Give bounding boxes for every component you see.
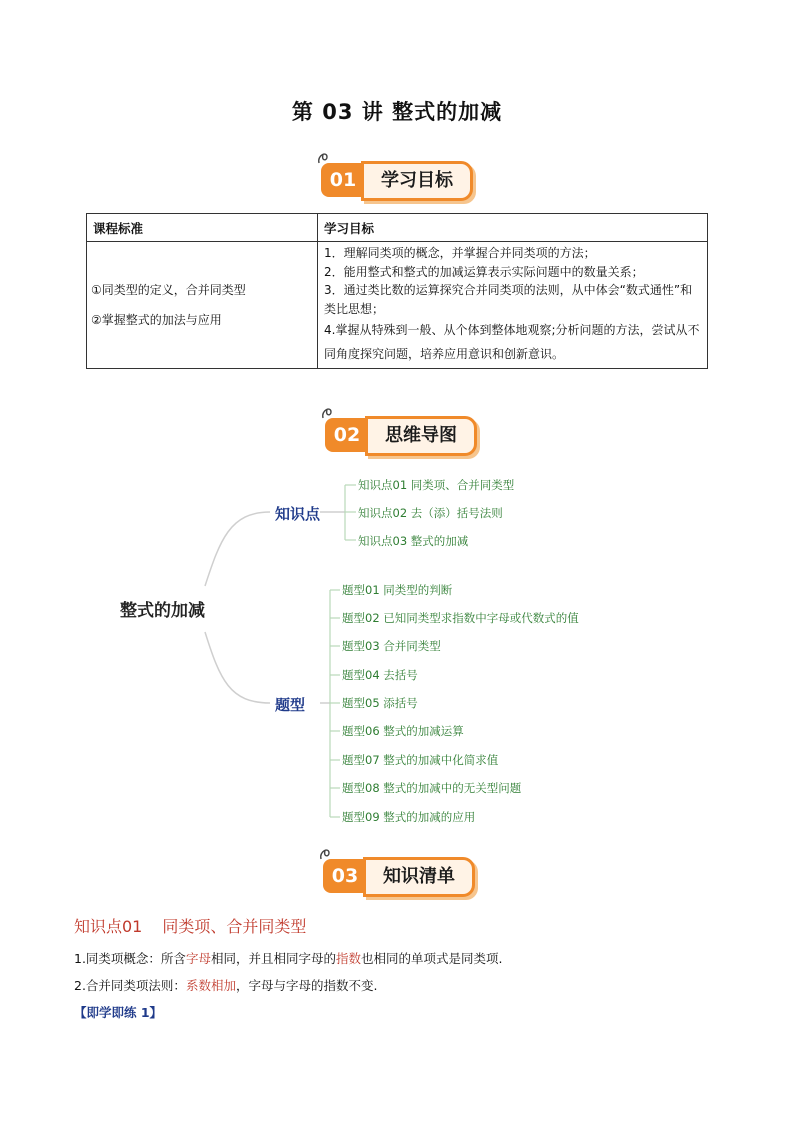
mindmap-leaf: 题型07 整式的加减中化简求值 (342, 753, 499, 767)
goal-item: 1．理解同类项的概念，并掌握合并同类项的方法； (324, 246, 596, 260)
section-label: 思维导图 (365, 416, 477, 456)
highlight-text: 字母 (185, 951, 211, 966)
standard-item: ②掌握整式的加法与应用 (91, 313, 222, 327)
goal-item: 3．通过类比数的运算探究合并同类项的法则，从中体会“数式通性”和 类比思想； (324, 283, 693, 316)
section-number: 01 (321, 163, 365, 197)
mindmap-leaf: 知识点01 同类项、合并同类型 (358, 478, 515, 492)
mindmap-leaf: 题型09 整式的加减的应用 (342, 810, 476, 824)
highlight-text: 指数 (335, 951, 361, 966)
mindmap-leaf: 题型06 整式的加减运算 (342, 724, 464, 738)
mindmap-center: 整式的加减 (120, 601, 205, 621)
section-label: 学习目标 (361, 161, 473, 201)
mindmap-leaf: 题型01 同类型的判断 (342, 583, 453, 597)
mindmap-leaf: 题型03 合并同类型 (342, 639, 441, 653)
section-badge-02 (325, 416, 477, 456)
standards-cell (87, 242, 318, 369)
section-label: 知识清单 (363, 857, 475, 897)
mindmap-branch-types: 题型 (275, 696, 306, 714)
practice-label: 【即学即练 1】 (74, 1005, 163, 1020)
text-run: 也相同的单项式是同类项. (360, 951, 503, 966)
section-badge-01 (321, 161, 473, 201)
text-run: 相同，并且相同字母的 (210, 951, 336, 966)
section-number: 02 (325, 418, 369, 452)
goal-item: 4.掌握从特殊到一般、从个体到整体地观察;分析问题的方法，尝试从不同角度探究问题，培养应用意识和创新意识。 (324, 323, 700, 361)
text-run: ，字母与字母的指数不变. (235, 978, 378, 993)
definition-line (74, 949, 502, 967)
mindmap-leaf: 知识点02 去（添）括号法则 (358, 506, 503, 520)
objectives-table (86, 213, 708, 369)
table-header-standard: 课程标准 (87, 214, 318, 242)
text-run: 1.同类项概念：所含 (74, 951, 186, 966)
goal-item: 2．能用整式和整式的加减运算表示实际问题中的数量关系； (324, 264, 644, 279)
page-title: 第 03 讲 整式的加减 (291, 100, 503, 124)
mindmap-leaf: 题型08 整式的加减中的无关型问题 (342, 781, 522, 795)
text-run: 2.合并同类项法则： (74, 978, 186, 993)
section-number: 03 (323, 859, 367, 893)
knowledge-point-heading (74, 914, 306, 937)
table-header-goal: 学习目标 (318, 214, 708, 242)
mindmap-leaf: 题型02 已知同类型求指数中字母或代数式的值 (342, 611, 579, 625)
mindmap-leaf: 知识点03 整式的加减 (358, 534, 469, 548)
section-badge-03 (323, 857, 475, 897)
goals-cell (318, 242, 708, 369)
rule-line (74, 976, 377, 994)
highlight-text: 系数相加 (185, 978, 236, 993)
mindmap-leaf: 题型05 添括号 (342, 696, 418, 710)
standard-item: ①同类型的定义，合并同类型 (91, 283, 246, 297)
knowledge-point-number: 知识点01 (74, 917, 143, 936)
knowledge-point-title: 同类项、合并同类型 (162, 917, 307, 936)
mindmap-leaf: 题型04 去括号 (342, 668, 418, 682)
mindmap-branch-knowledge: 知识点 (275, 505, 321, 523)
